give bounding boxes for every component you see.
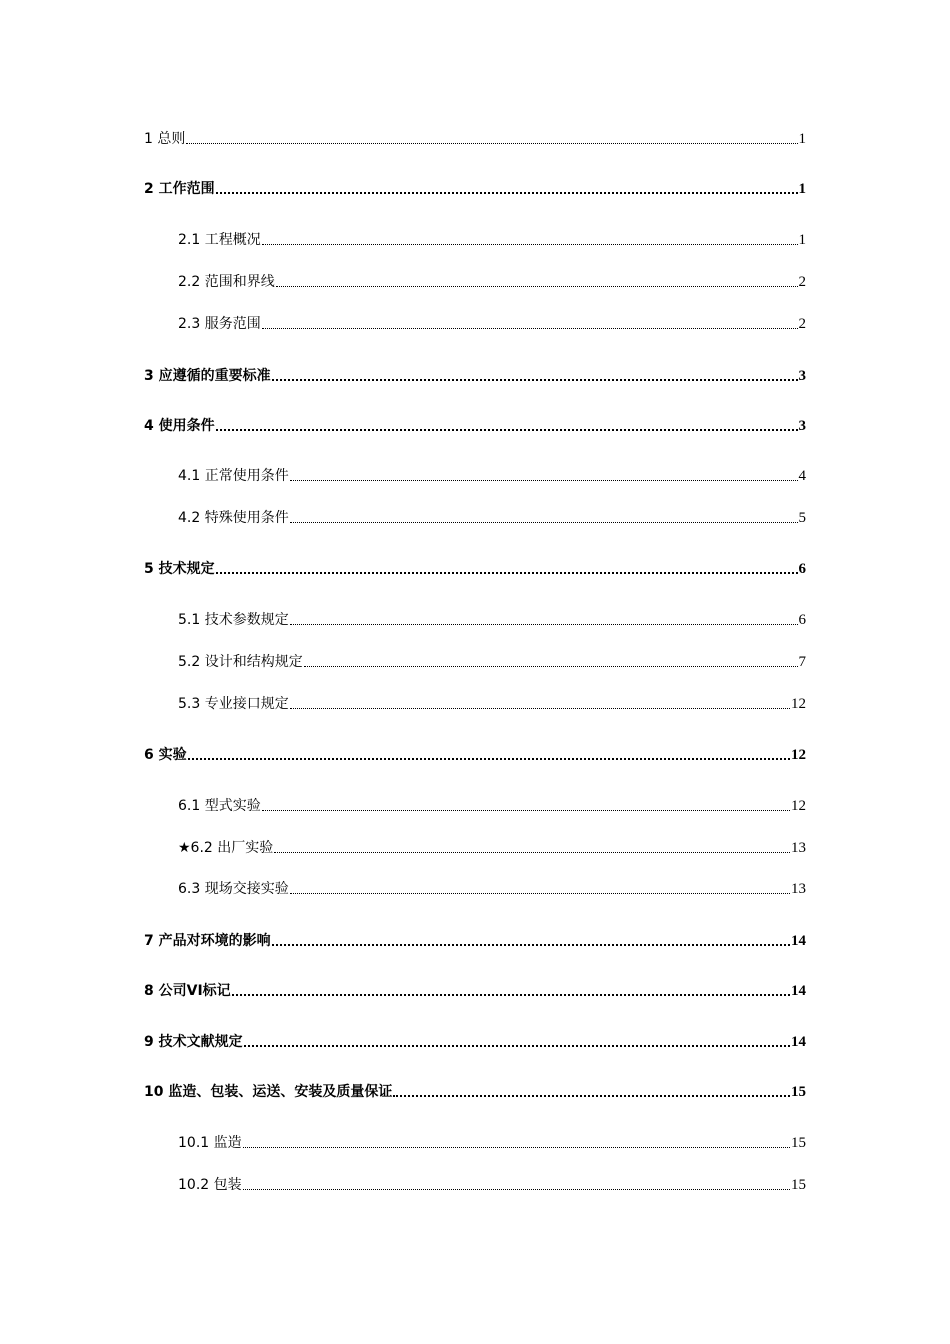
toc-entry-5-3[interactable] xyxy=(178,691,806,713)
dot-leader xyxy=(243,1189,790,1190)
dot-leader xyxy=(262,810,790,811)
toc-entry-page: 12 xyxy=(791,798,806,814)
dot-leader xyxy=(243,1147,790,1148)
toc-entry-label: 1 总则 xyxy=(144,131,186,147)
dot-leader xyxy=(272,944,790,946)
toc-entry-8[interactable] xyxy=(144,978,806,1000)
toc-entry-1[interactable] xyxy=(144,126,806,148)
toc-entry-label: 3 应遵循的重要标准 xyxy=(144,368,271,384)
toc-entry-6-1[interactable] xyxy=(178,793,806,815)
toc-entry-2[interactable] xyxy=(144,176,806,198)
toc-entry-4-2[interactable] xyxy=(178,505,806,527)
toc-entry-6-2[interactable] xyxy=(178,835,806,857)
dot-leader xyxy=(274,852,790,853)
toc-entry-2-3[interactable] xyxy=(178,311,806,333)
toc-entry-3[interactable] xyxy=(144,363,806,385)
toc-entry-label: 4.1 正常使用条件 xyxy=(178,468,289,484)
toc-entry-10-1[interactable] xyxy=(178,1130,806,1152)
toc-entry-page: 14 xyxy=(791,983,806,999)
dot-leader xyxy=(216,192,798,194)
toc-entry-4[interactable] xyxy=(144,413,806,435)
toc-entry-label: 5.1 技术参数规定 xyxy=(178,612,289,628)
toc-entry-label: 5.2 设计和结构规定 xyxy=(178,654,303,670)
toc-entry-page: 12 xyxy=(791,747,806,763)
toc-entry-page: 14 xyxy=(791,933,806,949)
toc-entry-10-2[interactable] xyxy=(178,1172,806,1194)
toc-entry-5[interactable] xyxy=(144,556,806,578)
toc-entry-page: 1 xyxy=(798,131,806,147)
toc-entry-page: 4 xyxy=(798,468,806,484)
dot-leader xyxy=(393,1095,790,1097)
dot-leader xyxy=(290,624,798,625)
toc-entry-page: 3 xyxy=(798,368,806,384)
toc-entry-page: 6 xyxy=(798,561,806,577)
toc-entry-page: 14 xyxy=(791,1034,806,1050)
toc-entry-label: 4.2 特殊使用条件 xyxy=(178,510,289,526)
toc-entry-label: 5.3 专业接口规定 xyxy=(178,696,289,712)
toc-entry-label: ★6.2 出厂实验 xyxy=(178,840,274,856)
toc-entry-5-2[interactable] xyxy=(178,649,806,671)
toc-entry-page: 7 xyxy=(798,654,806,670)
toc-entry-label: 10.1 监造 xyxy=(178,1135,242,1151)
dot-leader xyxy=(272,379,798,381)
dot-leader xyxy=(276,286,798,287)
toc-entry-page: 12 xyxy=(791,696,806,712)
dot-leader xyxy=(262,244,798,245)
toc-entry-7[interactable] xyxy=(144,928,806,950)
toc-entry-label: 9 技术文献规定 xyxy=(144,1034,243,1050)
toc-entry-6-3[interactable] xyxy=(178,876,806,898)
dot-leader xyxy=(232,994,790,996)
toc-entry-page: 2 xyxy=(798,274,806,290)
toc-entry-page: 15 xyxy=(791,1084,806,1100)
toc-entry-label: 10.2 包装 xyxy=(178,1177,242,1193)
toc-entry-page: 6 xyxy=(798,612,806,628)
dot-leader xyxy=(216,572,798,574)
toc-entry-9[interactable] xyxy=(144,1029,806,1051)
dot-leader xyxy=(290,708,790,709)
toc-entry-label: 2.3 服务范围 xyxy=(178,316,261,332)
toc-entry-label: 2.1 工程概况 xyxy=(178,232,261,248)
toc-entry-label: 4 使用条件 xyxy=(144,418,215,434)
toc-entry-label: 8 公司VI标记 xyxy=(144,983,231,999)
toc-entry-label: 2 工作范围 xyxy=(144,181,215,197)
dot-leader xyxy=(290,893,790,894)
toc-entry-page: 3 xyxy=(798,418,806,434)
dot-leader xyxy=(186,143,797,144)
toc-entry-label: 5 技术规定 xyxy=(144,561,215,577)
dot-leader xyxy=(290,480,798,481)
dot-leader xyxy=(290,522,798,523)
toc-entry-5-1[interactable] xyxy=(178,607,806,629)
dot-leader xyxy=(244,1045,790,1047)
toc-entry-label: 10 监造、包装、运送、安装及质量保证 xyxy=(144,1084,393,1100)
toc-entry-label: 6.3 现场交接实验 xyxy=(178,881,289,897)
toc-entry-label: 6.1 型式实验 xyxy=(178,798,261,814)
toc-entry-label: 7 产品对环境的影响 xyxy=(144,933,271,949)
toc-entry-page: 13 xyxy=(791,881,806,897)
toc-entry-page: 15 xyxy=(791,1177,806,1193)
toc-entry-label: 2.2 范围和界线 xyxy=(178,274,275,290)
toc-entry-2-1[interactable] xyxy=(178,227,806,249)
dot-leader xyxy=(216,429,798,431)
dot-leader xyxy=(188,758,790,760)
toc-entry-label: 6 实验 xyxy=(144,747,187,763)
toc-entry-page: 2 xyxy=(798,316,806,332)
toc-entry-page: 13 xyxy=(791,840,806,856)
toc-entry-page: 15 xyxy=(791,1135,806,1151)
toc-entry-page: 5 xyxy=(798,510,806,526)
toc-entry-4-1[interactable] xyxy=(178,463,806,485)
toc-entry-page: 1 xyxy=(798,232,806,248)
dot-leader xyxy=(304,666,798,667)
toc-entry-6[interactable] xyxy=(144,742,806,764)
toc-entry-page: 1 xyxy=(798,181,806,197)
toc-entry-10[interactable] xyxy=(144,1079,806,1101)
toc-entry-2-2[interactable] xyxy=(178,269,806,291)
dot-leader xyxy=(262,328,798,329)
